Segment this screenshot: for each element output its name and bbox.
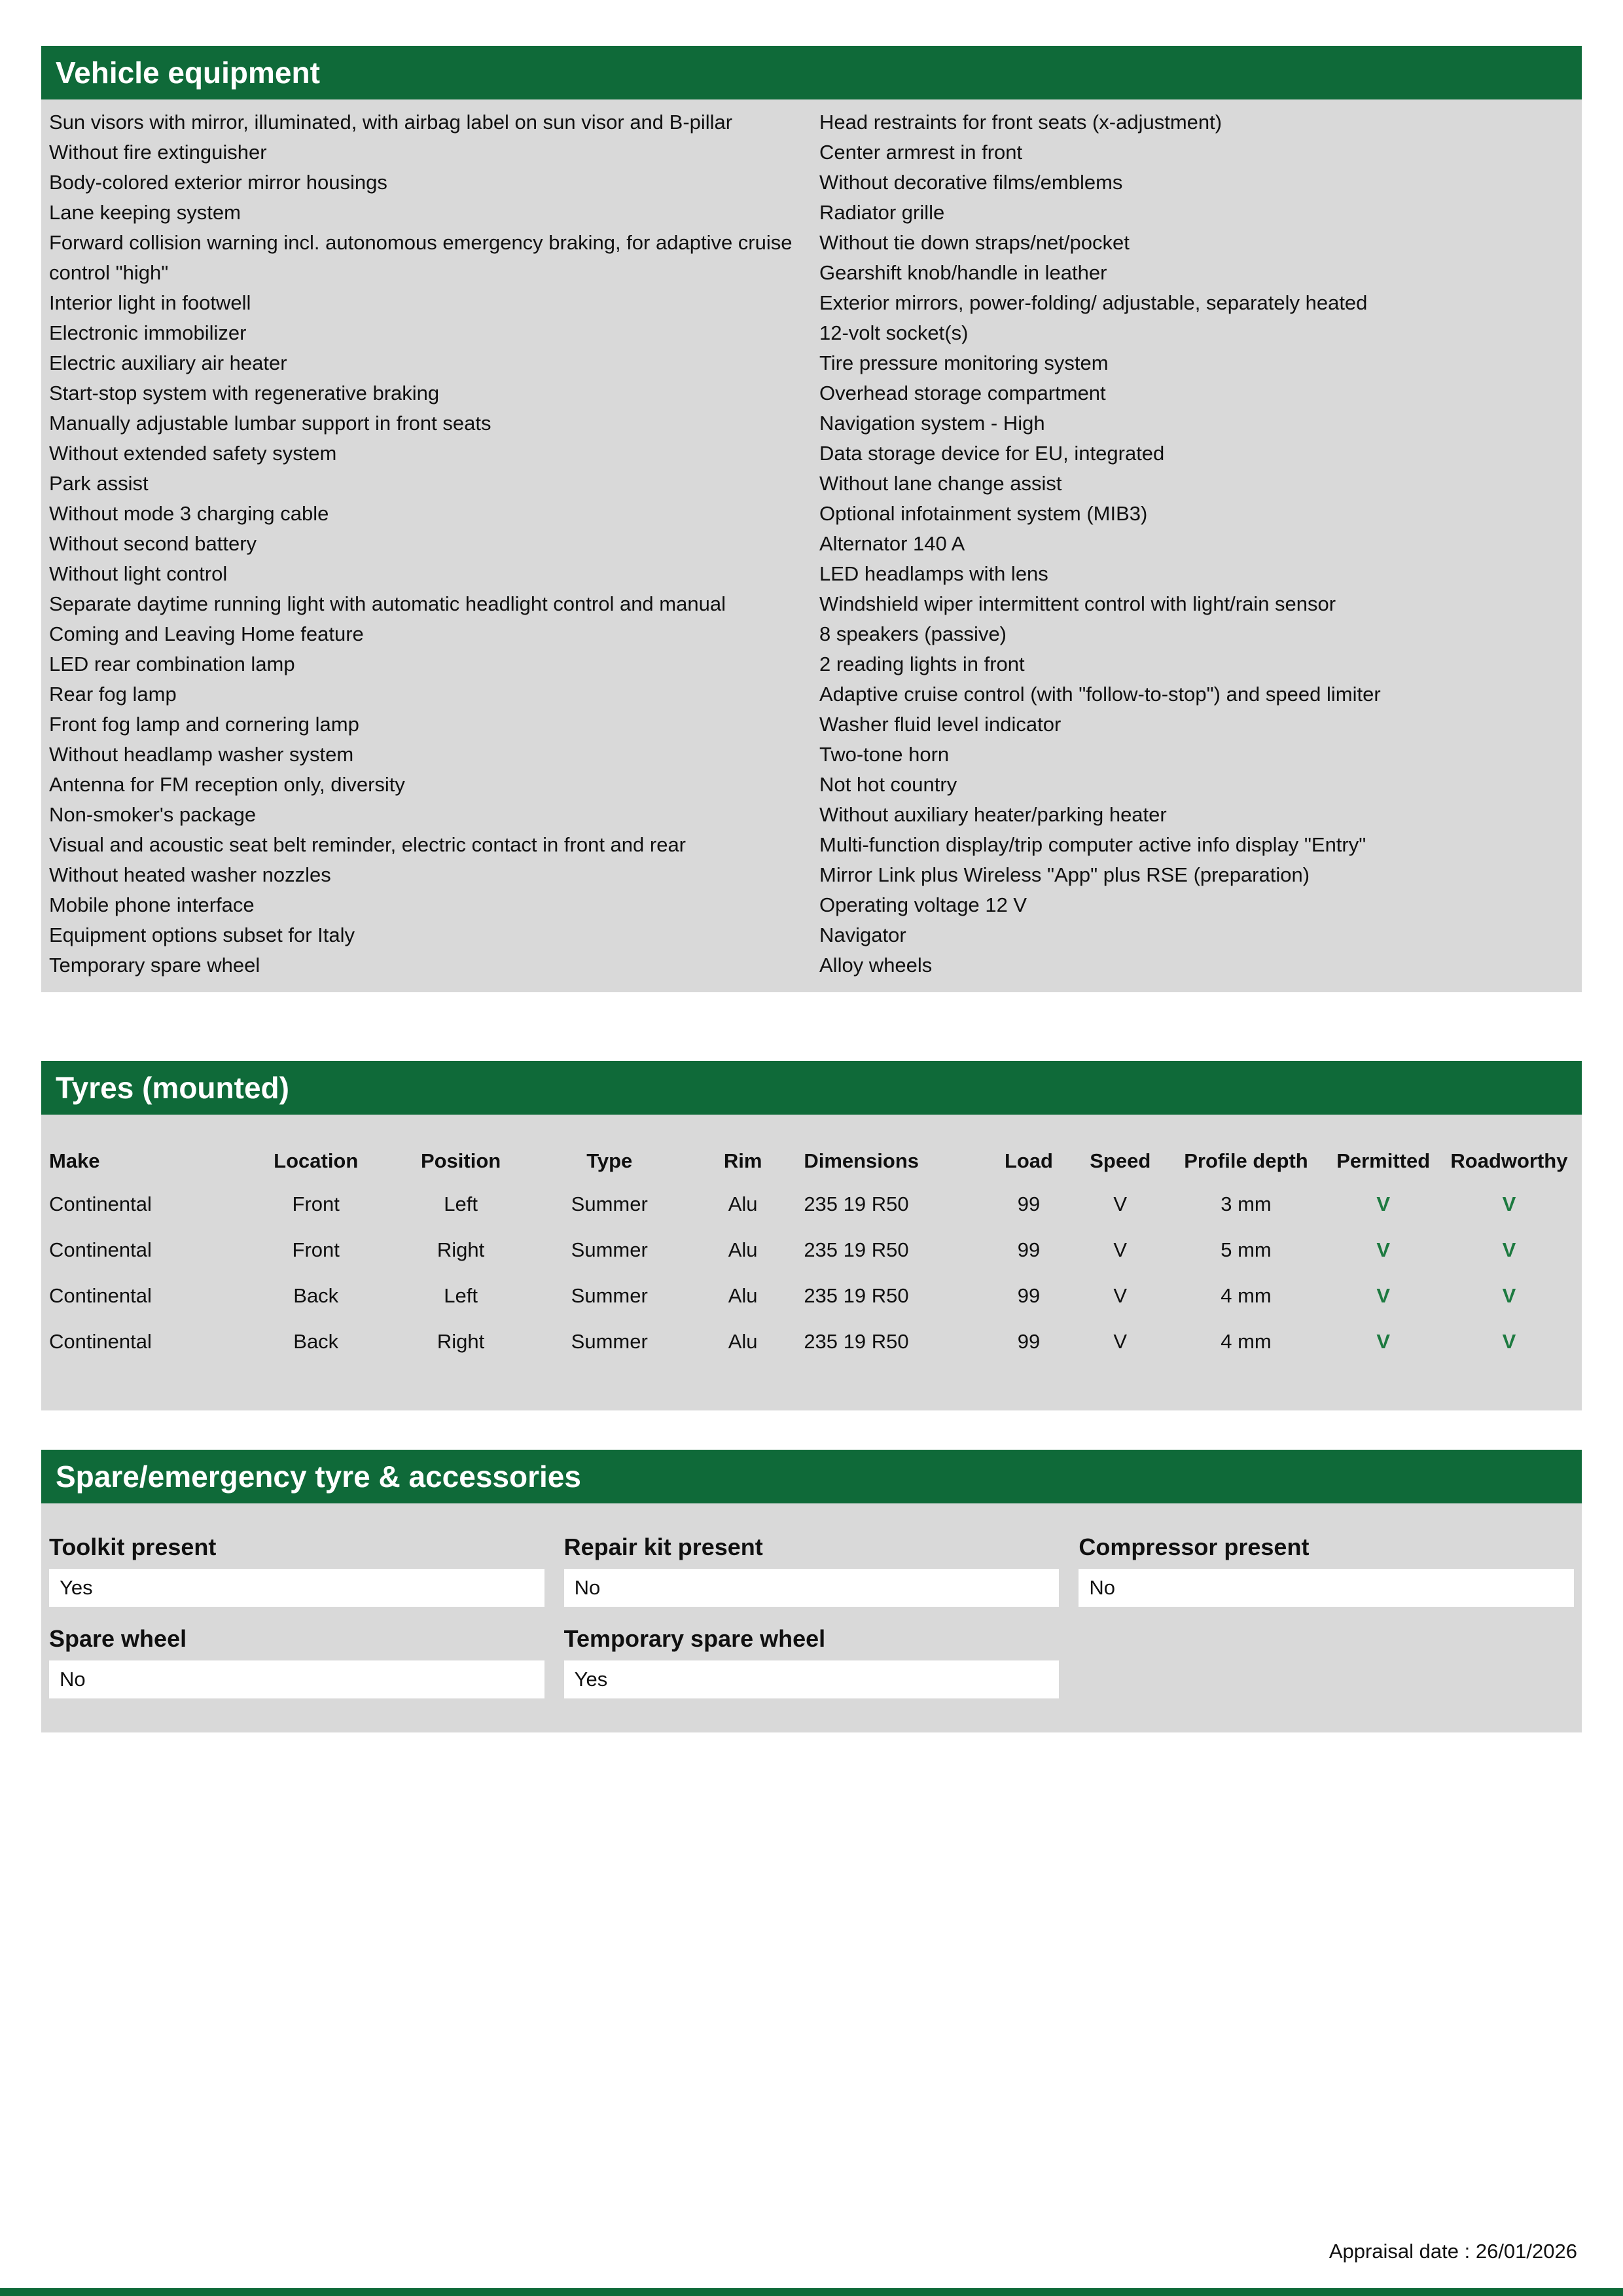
equipment-item: Center armrest in front: [819, 141, 1023, 164]
tyre-cell-make: Continental: [49, 1193, 152, 1215]
equipment-item: Start-stop system with regenerative braking: [49, 382, 440, 404]
field-label: Compressor present: [1079, 1534, 1310, 1560]
equipment-item: Without mode 3 charging cable: [49, 502, 329, 525]
tyres-table: [49, 1141, 1574, 1365]
tyres-title: Tyres (mounted): [56, 1071, 289, 1105]
tyres-column-header: Type: [586, 1149, 633, 1172]
equipment-item: 8 speakers (passive): [819, 622, 1007, 645]
tyre-cell-roadworthy: V: [1502, 1193, 1516, 1215]
equipment-item: Two-tone horn: [819, 743, 950, 766]
tyre-cell-roadworthy: V: [1502, 1238, 1516, 1261]
field-label: Toolkit present: [49, 1534, 217, 1560]
equipment-item: Without auxiliary heater/parking heater: [819, 803, 1167, 826]
tyres-column-header: Speed: [1090, 1149, 1151, 1172]
tyre-cell-roadworthy: V: [1502, 1284, 1516, 1307]
tyre-cell-rim: Alu: [728, 1284, 758, 1307]
equipment-item: Without second battery: [49, 532, 257, 555]
equipment-item: Without extended safety system: [49, 442, 337, 465]
equipment-item: Forward collision warning incl. autonomous emergency braking, for adaptive cruise control "high": [49, 231, 793, 284]
field-value-box: No: [49, 1660, 544, 1698]
tyre-cell-profile-depth: 5 mm: [1221, 1238, 1272, 1261]
equipment-right-column: [812, 102, 1582, 987]
tyre-cell-type: Summer: [571, 1330, 648, 1353]
tyre-cell-permitted: V: [1376, 1238, 1391, 1261]
equipment-item: Visual and acoustic seat belt reminder, electric contact in front and rear: [49, 833, 687, 856]
tyre-cell-speed: V: [1113, 1193, 1128, 1215]
equipment-item: Antenna for FM reception only, diversity: [49, 773, 405, 796]
equipment-item: Without tie down straps/net/pocket: [819, 231, 1130, 254]
tyre-cell-dimensions: 235 19 R50: [804, 1330, 909, 1353]
field-value-box: No: [564, 1569, 1060, 1607]
equipment-item: Coming and Leaving Home feature: [49, 622, 364, 645]
vehicle-equipment-body: [41, 99, 1582, 992]
equipment-item: Interior light in footwell: [49, 291, 251, 314]
tyres-body: [41, 1115, 1582, 1410]
tyre-cell-dimensions: 235 19 R50: [804, 1284, 909, 1307]
tyre-cell-permitted: V: [1376, 1193, 1391, 1215]
tyre-cell-position: Right: [437, 1330, 485, 1353]
equipment-item: Data storage device for EU, integrated: [819, 442, 1165, 465]
spare-fields-grid: [49, 1515, 1574, 1698]
tyre-cell-permitted: V: [1376, 1284, 1391, 1307]
equipment-item: Radiator grille: [819, 201, 945, 224]
equipment-item: Exterior mirrors, power-folding/ adjustable, separately heated: [819, 291, 1368, 314]
tyre-cell-profile-depth: 4 mm: [1221, 1284, 1272, 1307]
tyre-cell-roadworthy: V: [1502, 1330, 1516, 1353]
tyre-row: [49, 1319, 1574, 1365]
equipment-item: Not hot country: [819, 773, 957, 796]
tyre-cell-type: Summer: [571, 1284, 648, 1307]
tyre-cell-speed: V: [1113, 1238, 1128, 1261]
vehicle-equipment-header: [41, 46, 1582, 99]
equipment-item: Lane keeping system: [49, 201, 241, 224]
equipment-item: Without heated washer nozzles: [49, 863, 331, 886]
tyres-column-header: Profile depth: [1184, 1149, 1308, 1172]
equipment-item: Electric auxiliary air heater: [49, 351, 287, 374]
tyre-cell-rim: Alu: [728, 1330, 758, 1353]
spare-title: Spare/emergency tyre & accessories: [56, 1460, 581, 1494]
tyres-column-header: Roadworthy: [1450, 1149, 1568, 1172]
spare-field: [49, 1624, 544, 1698]
spare-field: [1079, 1532, 1574, 1607]
equipment-item: Front fog lamp and cornering lamp: [49, 713, 359, 736]
spare-body: [41, 1503, 1582, 1732]
equipment-item: Mobile phone interface: [49, 893, 255, 916]
tyres-column-header: Permitted: [1336, 1149, 1431, 1172]
field-label: Temporary spare wheel: [563, 1625, 826, 1652]
tyre-cell-rim: Alu: [728, 1238, 758, 1261]
equipment-item: Tire pressure monitoring system: [819, 351, 1109, 374]
equipment-item: Windshield wiper intermittent control with light/rain sensor: [819, 592, 1336, 615]
tyre-cell-location: Front: [292, 1193, 340, 1215]
spare-field: [564, 1624, 1060, 1698]
vehicle-equipment-title: Vehicle equipment: [56, 56, 320, 90]
equipment-item: Body-colored exterior mirror housings: [49, 171, 387, 194]
tyre-cell-speed: V: [1113, 1330, 1128, 1353]
tyres-column-header: Dimensions: [804, 1149, 919, 1172]
equipment-item: Adaptive cruise control (with "follow-to-stop") and speed limiter: [819, 683, 1381, 706]
equipment-item: Equipment options subset for Italy: [49, 924, 355, 946]
equipment-item: Sun visors with mirror, illuminated, with airbag label on sun visor and B-pillar: [49, 111, 733, 134]
tyre-cell-position: Left: [444, 1284, 478, 1307]
tyre-cell-dimensions: 235 19 R50: [804, 1193, 909, 1215]
field-value-box: Yes: [564, 1660, 1060, 1698]
equipment-item: Non-smoker's package: [49, 803, 257, 826]
tyre-cell-profile-depth: 4 mm: [1221, 1330, 1272, 1353]
tyre-cell-load: 99: [1017, 1238, 1041, 1261]
equipment-item: Multi-function display/trip computer active info display "Entry": [819, 833, 1366, 856]
equipment-item: Operating voltage 12 V: [819, 893, 1027, 916]
equipment-item: Overhead storage compartment: [819, 382, 1106, 404]
equipment-item: LED rear combination lamp: [49, 653, 295, 675]
equipment-item: Head restraints for front seats (x-adjustment): [819, 111, 1222, 134]
tyre-cell-load: 99: [1017, 1330, 1041, 1353]
equipment-item: Temporary spare wheel: [49, 954, 260, 977]
equipment-item: Rear fog lamp: [49, 683, 177, 706]
tyre-cell-type: Summer: [571, 1238, 648, 1261]
equipment-item: Navigation system - High: [819, 412, 1045, 435]
field-label: Spare wheel: [49, 1625, 187, 1652]
equipment-item: 12-volt socket(s): [819, 321, 969, 344]
equipment-item: Without headlamp washer system: [49, 743, 354, 766]
spare-field: [564, 1532, 1060, 1607]
equipment-item: Manually adjustable lumbar support in front seats: [49, 412, 491, 435]
equipment-item: LED headlamps with lens: [819, 562, 1048, 585]
equipment-item: Mirror Link plus Wireless "App" plus RSE (preparation): [819, 863, 1310, 886]
section-gap: [41, 1410, 1582, 1450]
tyre-cell-speed: V: [1113, 1284, 1128, 1307]
appraisal-date: Appraisal date : 26/01/2026: [1329, 2240, 1577, 2263]
field-value-box: Yes: [49, 1569, 544, 1607]
tyre-cell-profile-depth: 3 mm: [1221, 1193, 1272, 1215]
tyre-cell-permitted: V: [1376, 1330, 1391, 1353]
section-gap: [41, 992, 1582, 1061]
equipment-item: Electronic immobilizer: [49, 321, 247, 344]
equipment-item: Without fire extinguisher: [49, 141, 267, 164]
equipment-left-column: [41, 102, 812, 987]
tyre-cell-dimensions: 235 19 R50: [804, 1238, 909, 1261]
field-label: Repair kit present: [563, 1534, 763, 1560]
tyre-cell-load: 99: [1017, 1193, 1041, 1215]
spare-field: [49, 1532, 544, 1607]
tyre-row: [49, 1227, 1574, 1273]
tyre-cell-make: Continental: [49, 1238, 152, 1261]
equipment-item: Navigator: [819, 924, 906, 946]
field-value-box: No: [1079, 1569, 1574, 1607]
tyre-cell-rim: Alu: [728, 1193, 758, 1215]
tyre-cell-position: Left: [444, 1193, 478, 1215]
equipment-item: Park assist: [49, 472, 149, 495]
spare-section: [41, 1450, 1582, 1732]
spare-header: [41, 1450, 1582, 1503]
tyre-cell-make: Continental: [49, 1330, 152, 1353]
tyre-cell-location: Back: [293, 1330, 339, 1353]
tyre-cell-load: 99: [1017, 1284, 1041, 1307]
equipment-item: Optional infotainment system (MIB3): [819, 502, 1148, 525]
equipment-item: Without light control: [49, 562, 228, 585]
equipment-item: Separate daytime running light with automatic headlight control and manual: [49, 592, 726, 615]
tyre-cell-position: Right: [437, 1238, 485, 1261]
tyres-column-header: Location: [274, 1149, 359, 1172]
tyre-cell-make: Continental: [49, 1284, 152, 1307]
equipment-item: Alternator 140 A: [819, 532, 965, 555]
tyre-row: [49, 1273, 1574, 1319]
tyres-column-header: Make: [49, 1149, 100, 1172]
vehicle-equipment-section: [41, 46, 1582, 992]
footer-accent-bar: [0, 2288, 1623, 2296]
tyre-row: [49, 1181, 1574, 1227]
equipment-item: Without decorative films/emblems: [819, 171, 1123, 194]
equipment-item: Washer fluid level indicator: [819, 713, 1061, 736]
equipment-item: 2 reading lights in front: [819, 653, 1025, 675]
equipment-item: Without lane change assist: [819, 472, 1062, 495]
tyres-column-header: Position: [420, 1149, 501, 1172]
tyre-cell-type: Summer: [571, 1193, 648, 1215]
tyres-column-header: Load: [1004, 1149, 1053, 1172]
equipment-item: Gearshift knob/handle in leather: [819, 261, 1107, 284]
equipment-item: Alloy wheels: [819, 954, 933, 977]
tyre-cell-location: Front: [292, 1238, 340, 1261]
tyres-column-header: Rim: [723, 1149, 762, 1172]
tyres-header-row: [49, 1141, 1574, 1181]
tyres-section: [41, 1061, 1582, 1410]
tyre-cell-location: Back: [293, 1284, 339, 1307]
tyres-table-body: [49, 1181, 1574, 1365]
tyres-header: [41, 1061, 1582, 1115]
